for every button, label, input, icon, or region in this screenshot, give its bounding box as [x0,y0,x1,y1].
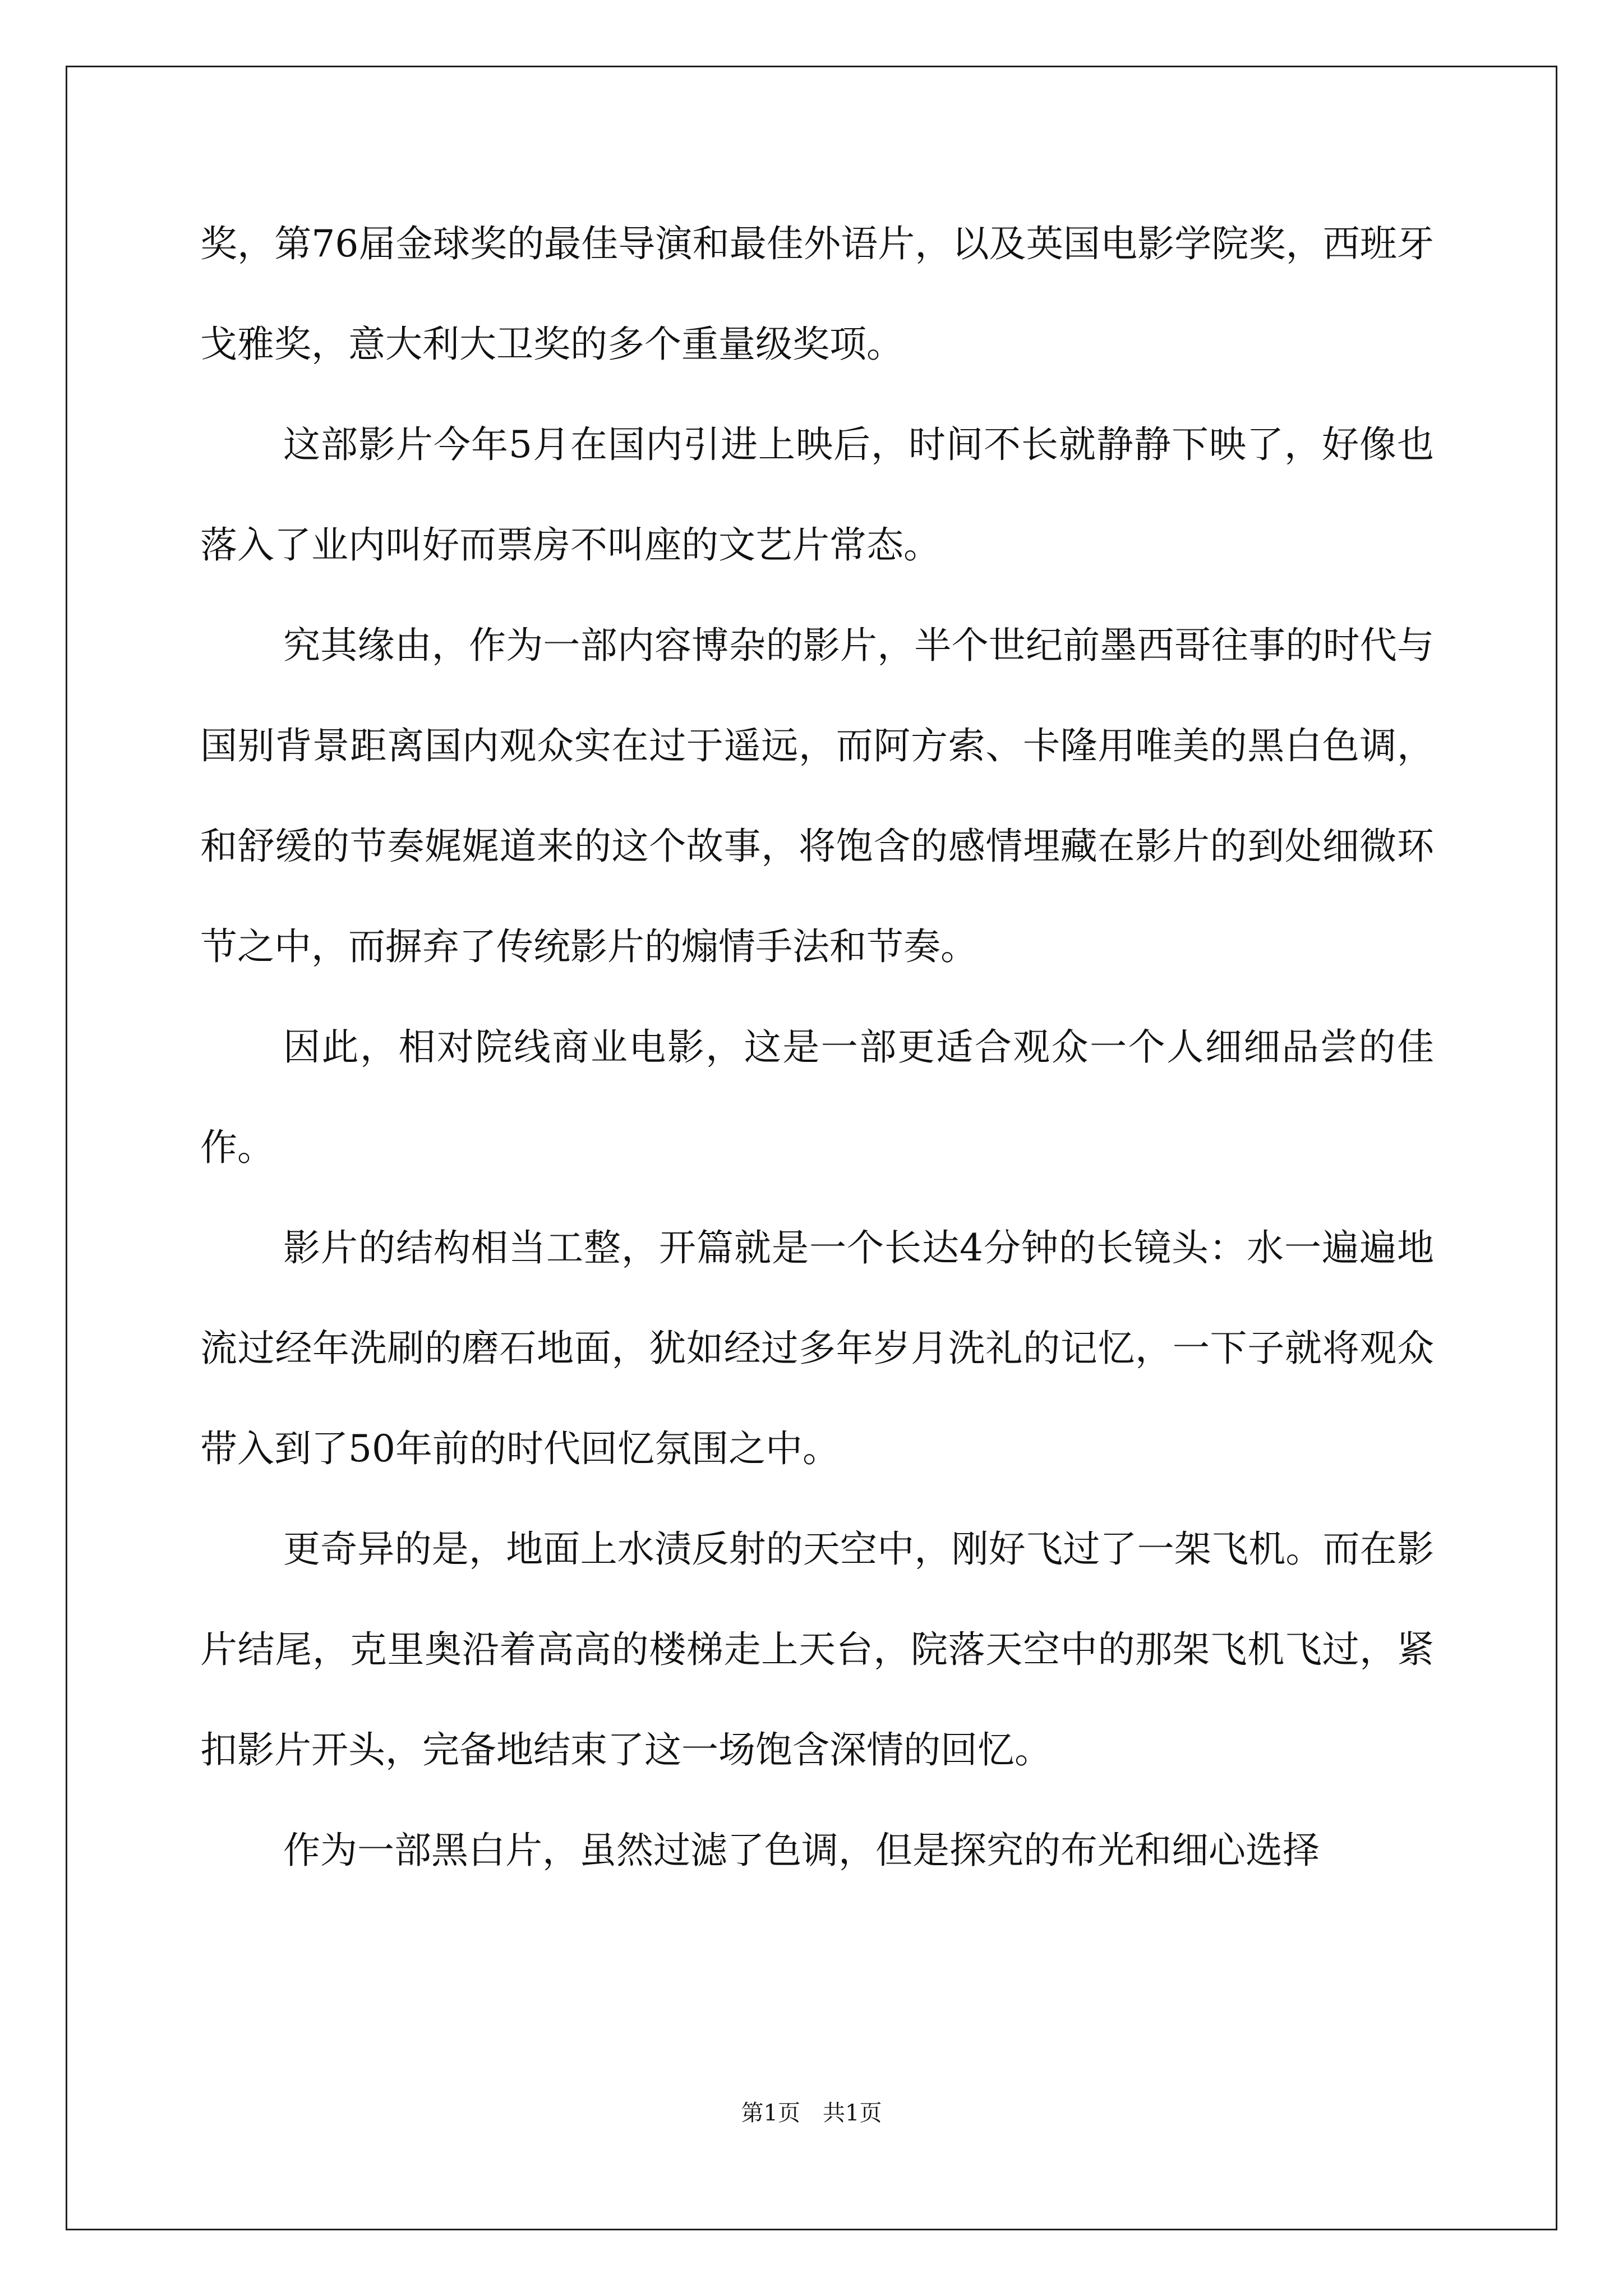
paragraph-7: 作为一部黑白片，虽然过滤了色调，但是探究的布光和细心选择 [283,1829,1320,1872]
page-number-footer: 第1页 共1页 [741,2100,882,2126]
paragraph-3: 究其缘由，作为一部内容博杂的影片，半个世纪前墨西哥往事的时代与国别背景距离国内观众实在过于遥远，而阿方索、卡隆用唯美的黑白色调，和舒缓的节奏娓娓道来的这个故事，将饱含的感情埋藏在影片的到处细微环节之中，而摒弃了传统影片的煽情手法和节奏。 [200,624,1434,968]
paragraph-5: 影片的结构相当工整，开篇就是一个长达4分钟的长镜头：水一遍遍地流过经年洗刷的磨石地面，犹如经过多年岁月洗礼的记忆，一下子就将观众带入到了50年前的时代回忆氛围之中。 [200,1226,1434,1470]
paragraph-4: 因此，相对院线商业电影，这是一部更适合观众一个人细细品尝的佳作。 [200,1025,1434,1169]
paragraph-6: 更奇异的是，地面上水渍反射的天空中，刚好飞过了一架飞机。而在影片结尾，克里奥沿着高高的楼梯走上天台，院落天空中的那架飞机飞过，紧扣影片开头，完备地结束了这一场饱含深情的回忆。 [200,1527,1434,1772]
paragraph-1: 奖，第76届金球奖的最佳导演和最佳外语片，以及英国电影学院奖，西班牙戈雅奖，意大利大卫奖的多个重量级奖项。 [200,222,1434,366]
paragraph-2: 这部影片今年5月在国内引进上映后，时间不长就静静下映了，好像也落入了业内叫好而票房不叫座的文艺片常态。 [200,423,1434,567]
document-body [200,194,1434,1901]
